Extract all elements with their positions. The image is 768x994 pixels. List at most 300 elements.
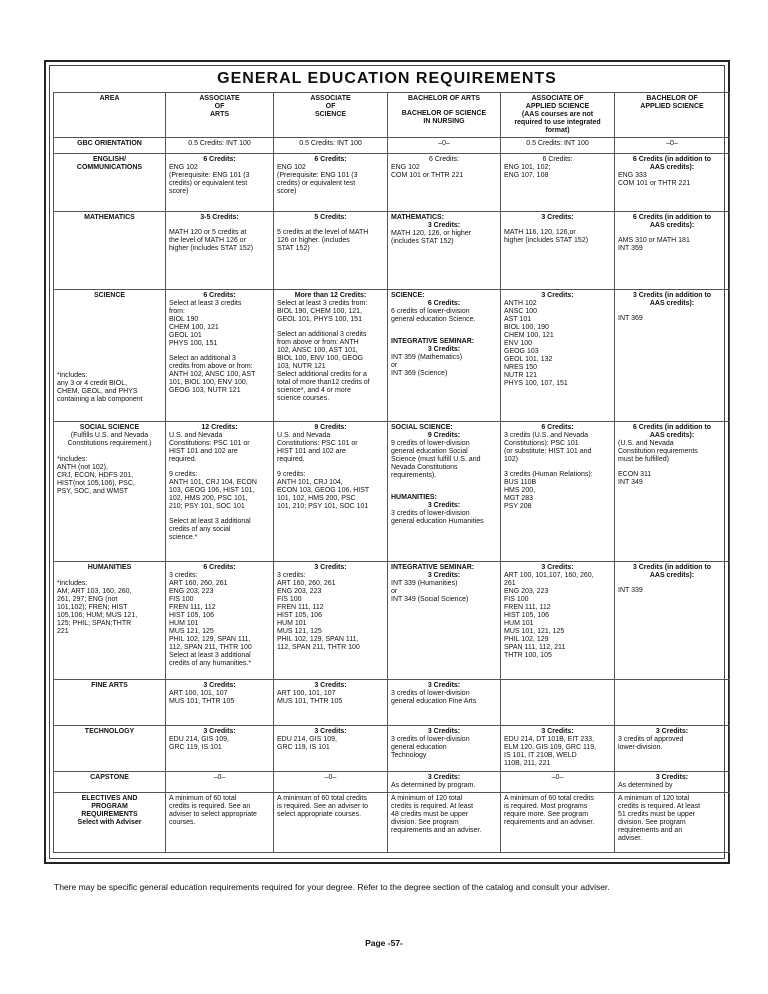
area-note-line: 105,106; HUM; MUS 121, (57, 612, 138, 619)
requirement-line: 5 credits at the level of MATH (277, 229, 369, 236)
requirement-line: 3 credits: (277, 572, 306, 579)
requirement-line: requirements and an adviser. (391, 827, 482, 834)
requirement-line: HUMANITIES: (391, 494, 437, 501)
table-row (54, 154, 730, 212)
credits-heading: 3-5 Credits: (200, 214, 239, 221)
requirement-line: from above or from: ANTH (277, 339, 359, 346)
requirement-line: 51 credits must be upper (618, 811, 696, 818)
requirement-line: from: (169, 308, 185, 315)
area-label: REQUIREMENTS (81, 811, 138, 818)
requirement-line: 3 Credits: (427, 346, 461, 353)
column-header (54, 93, 166, 138)
requirement-line: select appropriate courses. (277, 811, 362, 818)
credits-heading: AAS credits): (649, 300, 695, 307)
requirement-line: general education Fine Arts (391, 698, 477, 705)
requirement-line: INTEGRATIVE SEMINAR: (391, 338, 475, 345)
requirement-cell (388, 726, 501, 772)
area-note-line: *includes: (57, 372, 88, 379)
requirement-line: BIOL 190, CHEM 100, 121, (277, 308, 362, 315)
requirement-line: ENG 203, 223 (277, 588, 322, 595)
requirement-line: EDU 214, GIS 109, (277, 736, 337, 743)
requirement-line: Constitution requirements (618, 448, 698, 455)
requirement-line: 9 credits: (169, 471, 198, 478)
requirement-line: 103, NUTR 121 (277, 363, 326, 370)
requirement-line: 48 credits must be upper (391, 811, 469, 818)
column-header (615, 93, 730, 138)
requirement-line: general education Science. (391, 316, 476, 323)
credits-heading: 3 Credits: (541, 214, 574, 221)
requirement-line: 261 (504, 580, 516, 587)
area-note-line: containing a lab component (57, 396, 143, 403)
credits-heading: AAS credits): (649, 164, 695, 171)
requirement-line (618, 308, 726, 315)
credits-heading: 3 Credits: (427, 572, 461, 579)
column-header-line: APPLIED SCIENCE (640, 103, 704, 110)
requirement-cell (274, 726, 388, 772)
requirement-line: ENG 203, 223 (169, 588, 214, 595)
area-note-line: 221 (57, 628, 69, 635)
requirement-line: ANTH 102 (504, 300, 537, 307)
requirement-line (504, 222, 611, 229)
requirement-cell (615, 726, 730, 772)
requirement-line: AST 101 (504, 316, 532, 323)
requirement-cell (615, 290, 730, 422)
credits-heading: 5 Credits: (314, 214, 347, 221)
column-header-line: IN NURSING (423, 118, 465, 125)
requirement-line: ANTH 101, CRJ 104, (277, 479, 343, 486)
requirement-line: A minimum of 60 total (169, 795, 237, 802)
area-label: Select with Adviser (77, 819, 142, 826)
column-header-line: BACHELOR OF (646, 95, 698, 102)
area-note-line: any 3 or 4 credit BIOL, (57, 380, 128, 387)
credits-heading: 6 Credits: (429, 156, 459, 163)
requirement-line: AMS 310 or MATH 181 (618, 237, 690, 244)
requirement-line: 6 credits of lower-division (391, 308, 470, 315)
credits-heading: 12 Credits: (201, 424, 238, 431)
requirement-cell (388, 772, 501, 793)
requirement-line (618, 464, 726, 471)
requirement-line: MUS 101, THTR 105 (169, 698, 235, 705)
requirement-line: BIOL 100, 190 (504, 324, 549, 331)
requirement-cell (274, 154, 388, 212)
requirement-line: 101, 210; PSY 101, SOC 101 (277, 503, 369, 510)
requirement-line: 126 or higher. (includes (277, 237, 350, 244)
area-label: ENGLISH/ (92, 156, 127, 163)
requirement-line (277, 324, 384, 331)
requirement-line: GEOG 103 (504, 348, 539, 355)
column-header-line: AREA (99, 95, 120, 102)
requirement-line: science*, and 4 or more (277, 387, 351, 394)
requirement-line (169, 222, 270, 229)
requirement-cell (274, 562, 388, 680)
requirement-line: IS 101, IT 210B, WELD (504, 752, 577, 759)
requirement-line (504, 464, 611, 471)
column-header-line: ASSOCIATE (199, 95, 240, 102)
requirement-line: PHYS 100, 107, 151 (504, 380, 568, 387)
requirement-line: –0– (438, 140, 450, 147)
requirement-line: adviser. (618, 835, 643, 842)
requirement-line: As determined by (618, 782, 673, 789)
requirement-line: 9 credits of lower-division (391, 440, 470, 447)
credits-heading: 6 Credits: (314, 156, 347, 163)
requirement-line: ENG 102 (169, 164, 198, 171)
requirement-line: division. See program (618, 819, 686, 826)
requirement-line: CHEM 100, 121 (169, 324, 219, 331)
requirement-cell (274, 290, 388, 422)
requirement-line: 9 credits: (277, 471, 306, 478)
requirement-line: Select at least 3 credits (169, 300, 242, 307)
requirement-line: is required. Most programs (504, 803, 588, 810)
area-note-line: CRJ, ECON, HDFS 201, (57, 472, 134, 479)
requirement-cell (388, 212, 501, 290)
credits-heading: 6 Credits (in addition to (632, 214, 712, 221)
requirement-line: INT 339 (Humanities) (391, 580, 458, 587)
credits-heading: 9 Credits: (314, 424, 347, 431)
requirement-cell (615, 562, 730, 680)
credits-heading: 6 Credits: (541, 424, 574, 431)
requirement-line: 102, ANSC 100, AST 101, (277, 347, 358, 354)
requirement-line: GEOL 101, 132 (504, 356, 553, 363)
requirement-line: ENG 101, 102; (504, 164, 551, 171)
requirement-line: HUM 101 (277, 620, 307, 627)
requirement-line (169, 464, 270, 471)
requirement-cell (166, 212, 274, 290)
requirement-line: FIS 100 (169, 596, 194, 603)
requirement-line: ANTH 101, CRJ 104, ECON (169, 479, 257, 486)
column-header-line: ARTS (209, 111, 230, 118)
requirement-line: Select at least 3 additional (169, 518, 251, 525)
requirement-cell (615, 138, 730, 154)
requirement-line: courses. (169, 819, 196, 826)
requirement-cell (388, 793, 501, 853)
requirement-line: INT 369 (Science) (391, 370, 448, 377)
requirement-cell (274, 772, 388, 793)
requirement-line: total of more than12 credits of (277, 379, 370, 386)
requirement-line: 101, 102, HMS 200, PSC (277, 495, 356, 502)
requirement-line: general education (391, 744, 447, 751)
requirement-line: GRC 119, IS 101 (169, 744, 222, 751)
area-cell (54, 290, 166, 422)
area-note-line: HIST(not 105,106), PSC, (57, 480, 135, 487)
table-row (54, 772, 730, 793)
requirement-line: 0.5 Credits: INT 100 (526, 140, 589, 147)
requirement-line: FREN 111, 112 (169, 604, 216, 611)
credits-heading: AAS credits): (649, 432, 695, 439)
requirement-cell (274, 680, 388, 726)
requirement-cell (388, 680, 501, 726)
requirement-line: 3 credits of lower-division (391, 510, 470, 517)
requirement-line: 112, SPAN 211, THTR 100 (277, 644, 360, 651)
credits-heading: 3 Credits: (203, 682, 236, 689)
table-row (54, 212, 730, 290)
credits-heading: 6 Credits: (203, 156, 236, 163)
area-label: CAPSTONE (90, 774, 129, 781)
requirement-line: PHYS 100, 151 (169, 340, 218, 347)
requirements-frame (44, 60, 730, 864)
requirement-line: Constitutions): PSC 101 (504, 440, 579, 447)
requirement-line (169, 348, 270, 355)
area-note (57, 456, 162, 496)
column-header-line (391, 103, 497, 110)
credits-heading: 3 Credits: (541, 728, 574, 735)
area-cell (54, 212, 166, 290)
requirement-line: MATH 116, 120, 126,or (504, 229, 576, 236)
requirement-line: science courses. (277, 395, 330, 402)
requirement-line: HIST 105, 106 (169, 612, 215, 619)
requirement-line: –0– (551, 774, 564, 781)
requirement-line: higher (includes STAT 152) (169, 245, 254, 252)
requirement-line: FIS 100 (277, 596, 302, 603)
column-header-line: SCIENCE (314, 111, 347, 118)
requirement-line: required. (169, 456, 197, 463)
requirement-line: HIST 101 and 102 are (169, 448, 238, 455)
area-note-line: ANTH (not 102), (57, 464, 108, 471)
table-row (54, 793, 730, 853)
column-header-line: (AAS courses are not (521, 111, 594, 118)
requirement-line: Science (must fulfill U.S. and (391, 456, 481, 463)
column-header (501, 93, 615, 138)
requirement-line: 3 credits (U.S. and Nevada (504, 432, 589, 439)
table-row (54, 290, 730, 422)
credits-heading: 9 Credits: (427, 432, 461, 439)
area-label: FINE ARTS (91, 682, 128, 689)
requirement-line: MATH 120, 126, or higher (391, 230, 472, 237)
requirement-line: U.S. and Nevada (277, 432, 331, 439)
area-note-line: 261, 297; ENG (not (57, 596, 118, 603)
credits-heading: 6 Credits: (203, 564, 236, 571)
requirement-line: INT 349 (Social Science) (391, 596, 469, 603)
requirement-line: GEOG 103, NUTR 121 (169, 387, 241, 394)
table-row (54, 422, 730, 562)
requirement-line: ENG 107, 108 (504, 172, 549, 179)
credits-heading: 6 Credits (in addition to (632, 424, 712, 431)
credits-heading: 3 Credits: (427, 222, 461, 229)
area-cell (54, 154, 166, 212)
page-title: GENERAL EDUCATION REQUIREMENTS (217, 70, 557, 87)
column-header-line: ASSOCIATE (310, 95, 351, 102)
requirement-line: score) (169, 188, 189, 195)
requirement-cell (166, 793, 274, 853)
area-label: ELECTIVES AND (81, 795, 138, 802)
column-header (388, 93, 501, 138)
credits-heading: 3 Credits: (427, 728, 461, 735)
requirement-line: INT 359 (Mathematics) (391, 354, 463, 361)
requirement-line: BIOL 100, ENV 100, GEOG (277, 355, 364, 362)
requirement-line: ART 100, 101,107, 160, 260, (504, 572, 594, 579)
requirement-line: MGT 283 (504, 495, 534, 502)
requirement-line: PSY 208 (504, 503, 532, 510)
requirement-line: (includes STAT 152) (391, 238, 454, 245)
requirement-line: –0– (324, 774, 337, 781)
requirement-line: ENG 203, 223 (504, 588, 549, 595)
area-label: COMMUNICATIONS (76, 164, 143, 171)
credits-heading: MATHEMATICS: (391, 214, 445, 221)
requirement-line: MATH 120 or 5 credits at (169, 229, 247, 236)
requirement-line: ENV 100 (504, 340, 533, 347)
area-label: TECHNOLOGY (84, 728, 135, 735)
requirement-line (391, 331, 497, 338)
requirement-line: credits is required. See an (169, 803, 251, 810)
requirement-line: ENG 333 (618, 172, 647, 179)
requirement-line: HUM 101 (504, 620, 534, 627)
requirement-cell (388, 138, 501, 154)
requirement-line: ENG 102 (391, 164, 420, 171)
credits-heading: 3 Credits: (314, 728, 347, 735)
requirement-cell (501, 726, 615, 772)
requirement-cell (388, 422, 501, 562)
requirement-cell (274, 212, 388, 290)
requirement-cell (501, 422, 615, 562)
requirement-cell (501, 772, 615, 793)
area-note-line: 101,102); FREN; HIST (57, 604, 128, 611)
requirement-line: GRC 119, IS 101 (277, 744, 330, 751)
requirement-line: Select at least 3 credits from: (277, 300, 368, 307)
requirement-line: credits of any humanities.* (169, 660, 252, 667)
requirement-line: COM 101 or THTR 221 (618, 180, 691, 187)
requirement-cell (615, 680, 730, 726)
requirement-line: score) (277, 188, 297, 195)
area-cell (54, 772, 166, 793)
requirement-cell (388, 154, 501, 212)
requirement-line: MUS 101, 121, 125 (504, 628, 565, 635)
requirement-line: general education Humanities (391, 518, 484, 525)
requirement-line: HUM 101 (169, 620, 199, 627)
requirement-line: FREN 111, 112 (277, 604, 324, 611)
requirement-line: INT 339 (618, 587, 643, 594)
requirement-line: credits of any social (169, 526, 231, 533)
credits-heading: 3 Credits: (655, 774, 689, 781)
requirement-line: Technology (391, 752, 427, 759)
requirement-line: or (391, 362, 398, 369)
requirement-line: credits is required. At least (618, 803, 701, 810)
requirement-line: ANTH 102, ANSC 100, AST (169, 371, 256, 378)
credits-heading: 3 Credits: (427, 682, 461, 689)
credits-heading: 3 Credits: (203, 728, 236, 735)
page-number: Page -57- (365, 938, 403, 948)
requirement-line: SPAN 111, 112, 211 (504, 644, 566, 651)
requirement-cell (615, 793, 730, 853)
requirement-cell (166, 422, 274, 562)
requirement-line: requirements and an (618, 827, 683, 834)
requirement-line: 3 Credits: (427, 502, 461, 509)
table-row (54, 138, 730, 154)
requirement-line: INT 359 (618, 245, 643, 252)
column-header-line: ASSOCIATE OF (531, 95, 584, 102)
area-note-line: 125; PHIL; SPAN;THTR (57, 620, 132, 627)
column-header (166, 93, 274, 138)
requirement-line: ELM 120, GIS 109, GRC 119, (504, 744, 597, 751)
area-sublabel: Constitutions requirement.) (67, 440, 152, 447)
credits-heading: 3 Credits: (314, 564, 347, 571)
requirement-line: BIOL 190 (169, 316, 199, 323)
requirement-line: 3 credits: (169, 572, 198, 579)
requirement-line: general education Social (391, 448, 468, 455)
area-cell (54, 726, 166, 772)
credits-heading: AAS credits): (649, 222, 695, 229)
requirement-line: 103, GEOG 106, HIST 101, (169, 487, 255, 494)
requirement-line (391, 487, 497, 494)
requirement-line: MUS 101, THTR 105 (277, 698, 343, 705)
credits-heading: 3 Credits: (541, 564, 574, 571)
requirement-line (169, 511, 270, 518)
requirement-line: requirements). (391, 472, 437, 479)
requirement-line: GEOL 101, PHYS 100, 151 (277, 316, 362, 323)
requirement-cell (501, 562, 615, 680)
requirement-line: 110B, 211, 221 (504, 760, 551, 767)
requirement-line (277, 464, 384, 471)
requirement-line: 3 credits of lower-division (391, 690, 470, 697)
requirement-line: Constitutions: PSC 101 or (169, 440, 250, 447)
requirement-line: lower-division. (618, 744, 663, 751)
credits-heading: 6 Credits (in addition to (632, 156, 712, 163)
requirement-line: Nevada Constitutions (391, 464, 458, 471)
area-sublabel: (Fulfills U.S. and Nevada (70, 432, 149, 439)
table-row (54, 726, 730, 772)
requirement-cell (274, 793, 388, 853)
credits-heading: 6 Credits: (203, 292, 236, 299)
area-label: SCIENCE (93, 292, 126, 299)
requirement-cell (501, 290, 615, 422)
requirement-line: 3 credits (Human Relations): (504, 471, 593, 478)
credits-heading: More than 12 Credits: (294, 292, 367, 299)
requirement-line (618, 230, 726, 237)
requirement-line: credits is required. At least (391, 803, 474, 810)
table-row (54, 562, 730, 680)
column-header-line: required to use integrated (514, 119, 601, 126)
requirement-line: EDU 214, DT 101B, EIT 233, (504, 736, 595, 743)
requirement-line: INT 369 (618, 315, 643, 322)
area-cell (54, 422, 166, 562)
table-header-row (54, 93, 730, 138)
area-label: PROGRAM (91, 803, 128, 810)
requirement-line: requirements and an adviser. (504, 819, 595, 826)
requirement-line: THTR 100, 105 (504, 652, 552, 659)
requirement-cell (615, 422, 730, 562)
column-header-line: OF (214, 103, 225, 110)
requirement-line: is required. See an adviser to (277, 803, 369, 810)
requirement-line: 102, HMS 200, PSC 101, (169, 495, 248, 502)
footer-note: There may be specific general education requirements required for your degree. Refer to the degree section of the catalog and consult your adviser. (54, 882, 610, 892)
requirement-line: higher (includes STAT 152) (504, 237, 589, 244)
area-note (57, 580, 162, 636)
requirement-line: (or substitute: HIST 101 and (504, 448, 592, 455)
column-header-line: format) (545, 127, 570, 134)
area-label: MATHEMATICS (84, 214, 135, 221)
area-cell (54, 680, 166, 726)
requirement-line: NUTR 121 (504, 372, 538, 379)
column-header-line: APPLIED SCIENCE (525, 103, 590, 110)
requirement-line: EDU 214, GIS 109, (169, 736, 229, 743)
requirement-line: PHIL 102, 129 (504, 636, 549, 643)
requirement-line: A minimum of 60 total credits (504, 795, 594, 802)
requirement-line: the level of MATH 126 or (169, 237, 246, 244)
requirement-line: or (391, 588, 398, 595)
requirement-cell (166, 154, 274, 212)
requirement-line: A minimum of 60 total credits (277, 795, 367, 802)
requirement-line: –0– (666, 140, 678, 147)
requirement-line (277, 222, 384, 229)
requirement-line: 210; PSY 101, SOC 101 (169, 503, 245, 510)
area-label: SOCIAL SCIENCE (79, 424, 140, 431)
requirement-line: Select an additional 3 credits (277, 331, 367, 338)
requirement-line: credits from above or from: (169, 363, 253, 370)
requirement-line: ART 100, 101, 107 (277, 690, 336, 697)
table-body (54, 138, 730, 853)
requirement-line: Select additional credits for a (277, 371, 367, 378)
requirement-line: A minimum of 120 total (618, 795, 690, 802)
requirement-line: CHEM 100, 121 (504, 332, 554, 339)
credits-heading: 3 Credits: (427, 774, 461, 781)
